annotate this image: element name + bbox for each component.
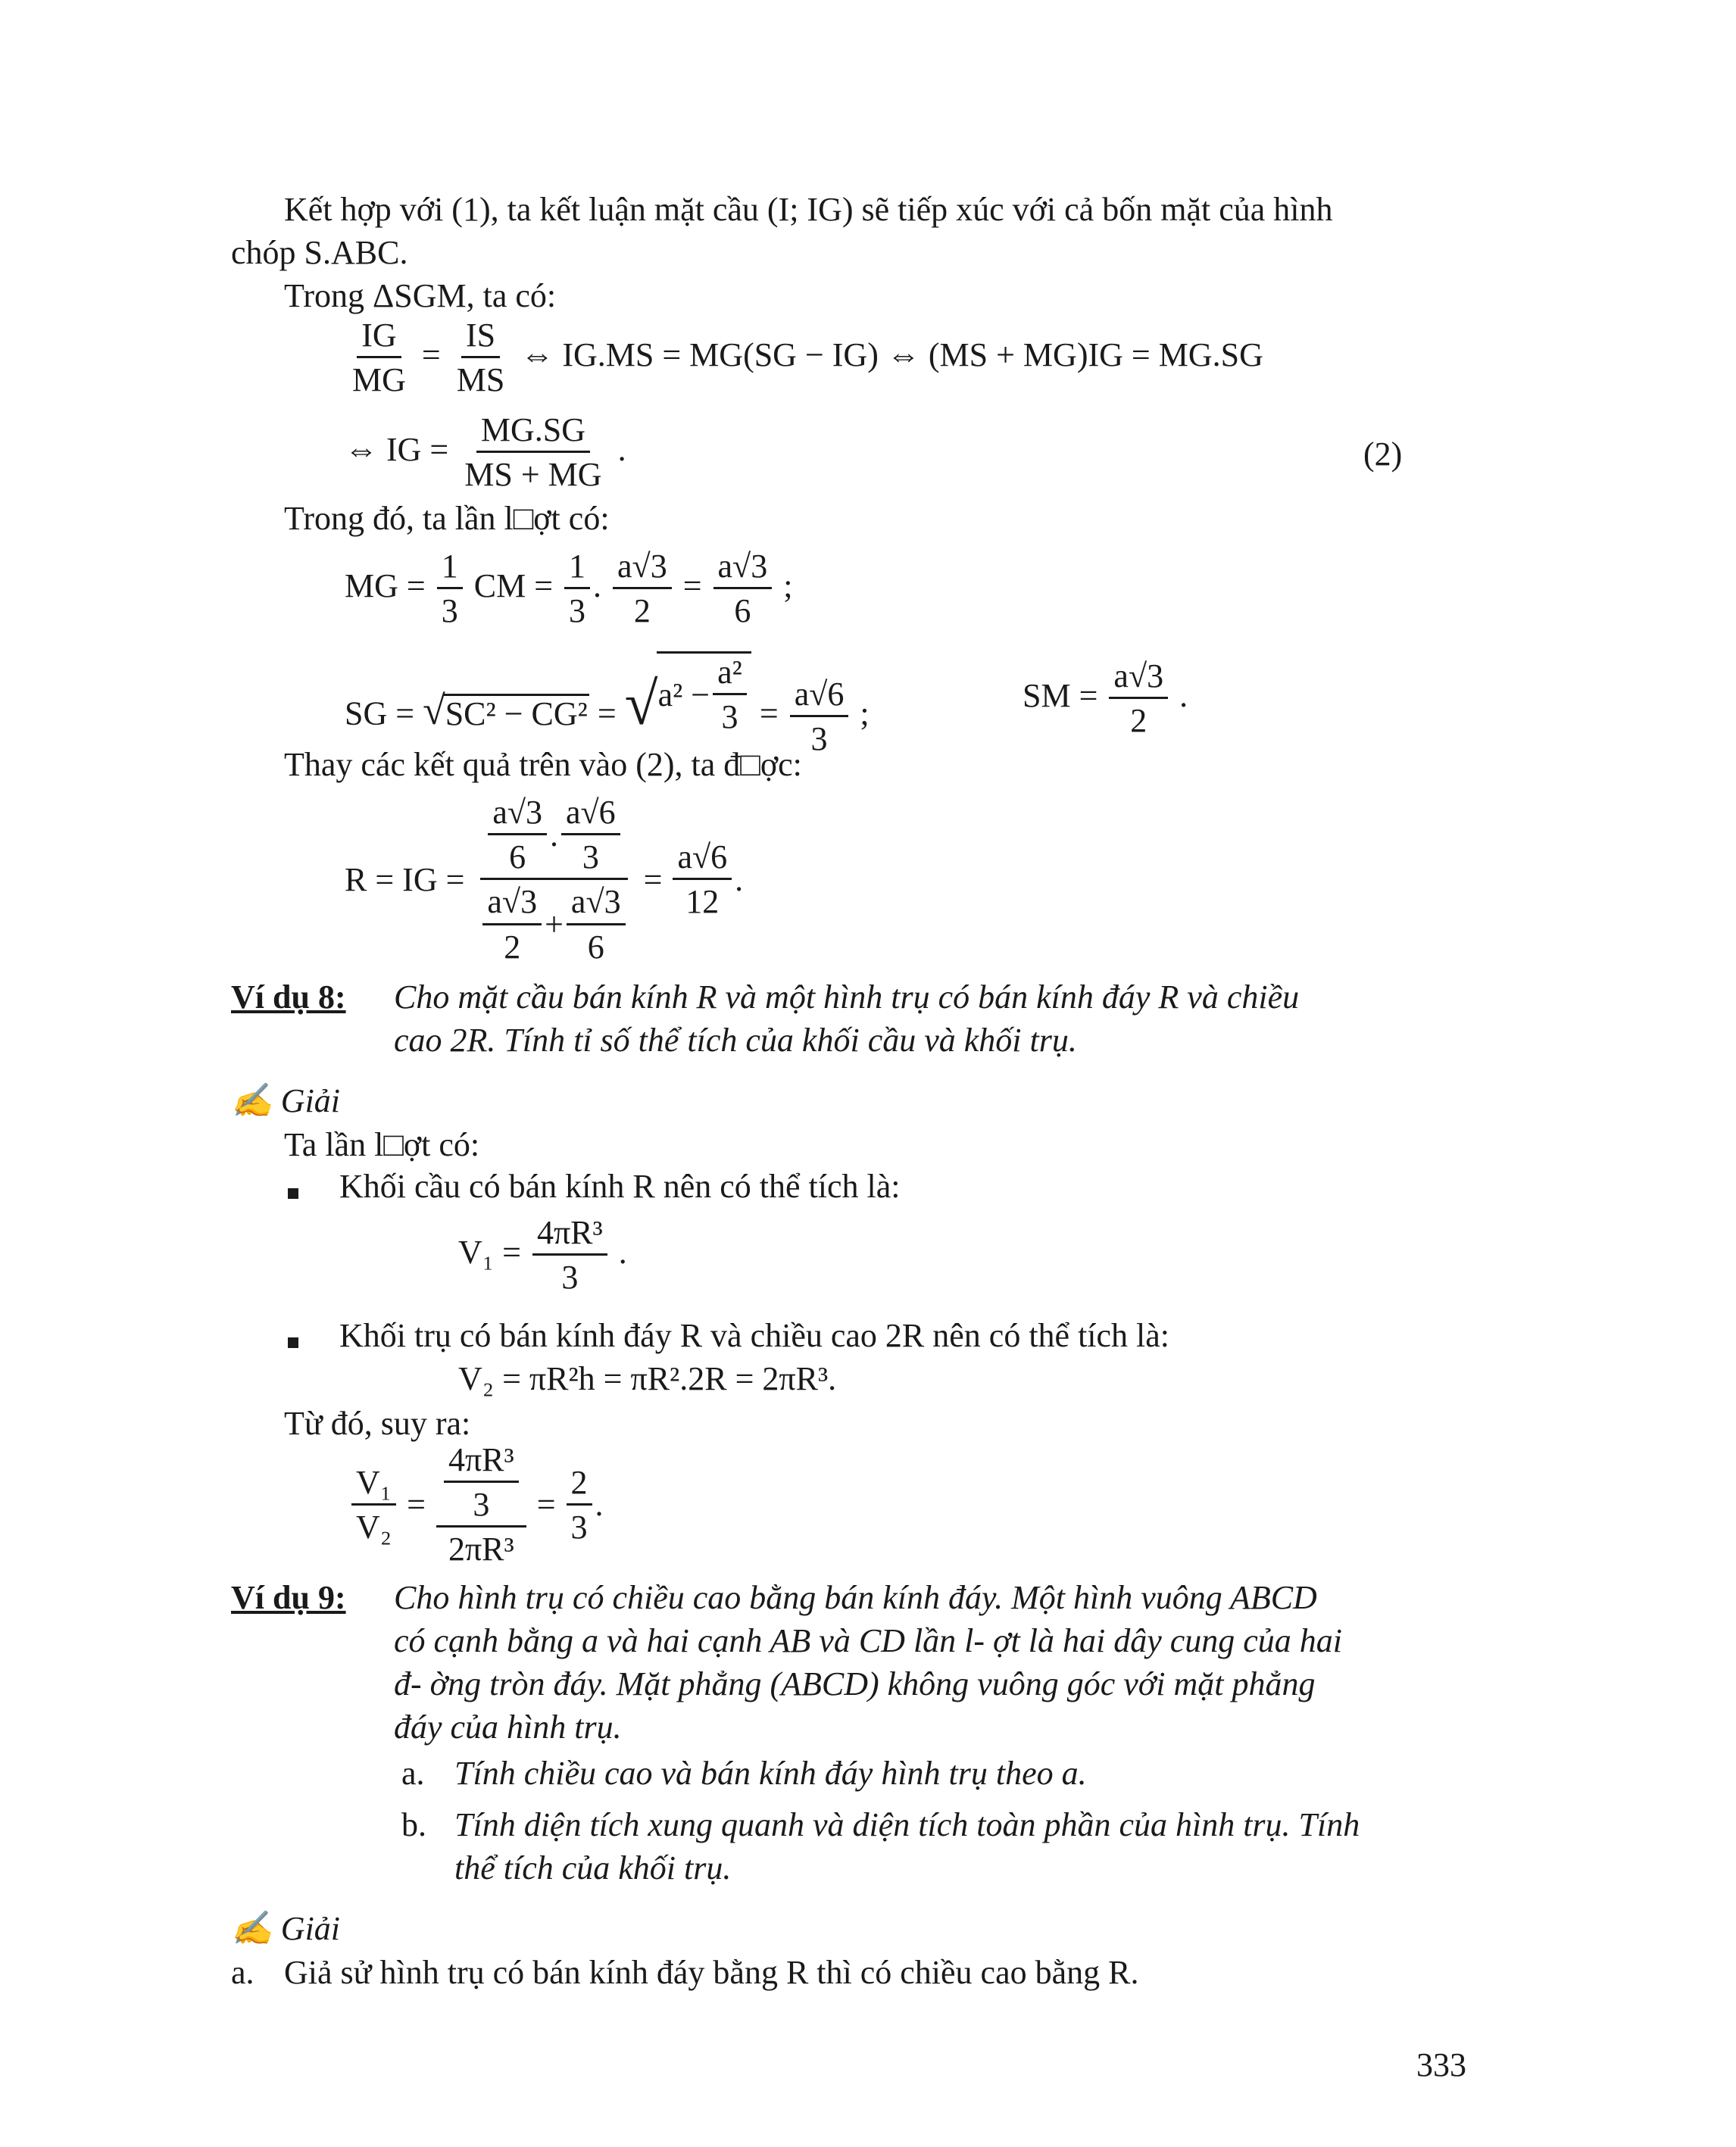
fraction (1109, 659, 1168, 738)
para-5: Từ đó, suy ra: (284, 1405, 471, 1442)
equals-sign: = (407, 1486, 426, 1524)
equation-lead: SG = (345, 694, 415, 732)
fraction (348, 318, 411, 398)
example-9-line-4: đáy của hình trụ. (394, 1709, 622, 1746)
bullet-2-text: Khối trụ có bán kính đáy R và chiều cao 2R nên có thể tích là: (339, 1317, 1170, 1354)
denominator: 2πR³ (448, 1531, 514, 1568)
item-a-text: Tính chiều cao và bán kính đáy hình trụ theo a. (454, 1755, 1087, 1792)
equation-tail: . (595, 1486, 604, 1524)
fraction (561, 795, 620, 875)
numerator: V₁ (351, 1465, 396, 1506)
fraction (790, 677, 849, 757)
numerator: 1 (564, 549, 590, 589)
equals-sign: = (759, 694, 779, 732)
solution-heading-text: Giải (280, 1082, 341, 1119)
fraction (532, 1215, 607, 1295)
equation-3 (345, 549, 792, 629)
bullet-1-text: Khối cầu có bán kính R nên có thể tích là: (339, 1168, 901, 1205)
denominator: 12 (685, 883, 720, 921)
equation-tail: ; (783, 566, 793, 604)
para-1-line-2: chóp S.ABC. (231, 234, 408, 271)
numerator: IG (357, 318, 401, 358)
item-b-line-1: Tính diện tích xung quanh và diện tích toàn phần của hình trụ. Tính (454, 1806, 1360, 1843)
denominator: MS (456, 361, 505, 399)
fraction (351, 1465, 396, 1545)
equation-tail: . (735, 860, 744, 898)
fraction (673, 840, 732, 919)
fraction (564, 549, 590, 629)
item-b-line-2: thể tích của khối trụ. (454, 1849, 732, 1886)
radical-sign-icon: √ (624, 671, 658, 738)
plus-sign: + (545, 905, 564, 943)
numerator: a√3 (713, 549, 773, 589)
numerator: a² (713, 655, 747, 695)
numerator: a√3 (613, 549, 672, 589)
numerator: a√6 (790, 677, 849, 717)
fraction (567, 885, 626, 964)
equation-sm (1023, 659, 1188, 738)
numerator: a√3 (1109, 659, 1168, 699)
numerator: a√6 (673, 840, 732, 880)
denominator: 2 (504, 928, 521, 966)
item-b-label: b. (401, 1806, 426, 1843)
pen-writing-icon: ✍ (231, 1082, 273, 1119)
example-8-line-2: cao 2R. Tính tỉ số thể tích của khối cầu và khối trụ. (394, 1022, 1077, 1059)
square-root (624, 651, 751, 738)
numerator: a√3 (567, 885, 626, 925)
equation-tail: ; (860, 694, 870, 732)
equation-lead: MG = (345, 566, 426, 604)
equation-tail: . (618, 1233, 627, 1271)
fraction (482, 885, 542, 964)
equation-v1 (458, 1215, 627, 1295)
equation-lead: SM = (1023, 676, 1098, 714)
multiply-dot: . (550, 816, 558, 853)
denominator: 2 (633, 592, 651, 630)
equation-2 (345, 413, 626, 492)
solution-heading-text: Giải (280, 1910, 341, 1947)
item-a-label: a. (401, 1755, 425, 1792)
solution-8-intro: Ta lần l□ợt có: (284, 1126, 480, 1163)
equation-rest: ⇔ IG.MS = MG(SG − IG) ⇔ (MS + MG)IG = MG.SG (520, 335, 1263, 373)
equation-lead: V₁ = (458, 1233, 521, 1271)
numerator: MG.SG (476, 413, 590, 453)
equation-1 (345, 318, 1263, 398)
radical-sign-icon: √ (423, 688, 445, 734)
radicand (657, 651, 751, 735)
fraction (567, 1465, 592, 1545)
equals-sign: = (682, 566, 702, 604)
equals-sign: = (597, 694, 617, 732)
denominator: 3 (582, 838, 599, 876)
para-1-line-1: Kết hợp với (1), ta kết luận mặt cầu (I; IG) sẽ tiếp xúc với cả bốn mặt của hình (284, 191, 1333, 228)
fraction (713, 549, 773, 629)
fraction (437, 549, 463, 629)
fraction (613, 549, 672, 629)
square-bullet-icon (288, 1323, 298, 1356)
equation-v2: V₂ = πR²h = πR².2R = 2πR³. (458, 1360, 837, 1397)
pen-writing-icon: ✍ (231, 1910, 273, 1947)
compound-numerator (480, 795, 627, 880)
denominator: 3 (561, 1259, 579, 1297)
fraction (713, 655, 747, 735)
example-9-label: Ví dụ 9: (231, 1579, 346, 1616)
solution-9-a-text: Giả sử hình trụ có bán kính đáy bằng R thì có chiều cao bằng R. (284, 1954, 1139, 1991)
denominator: MS + MG (464, 456, 602, 494)
para-4: Thay các kết quả trên vào (2), ta đ□ợc: (284, 746, 802, 783)
numerator: a√6 (561, 795, 620, 835)
para-3: Trong đó, ta lần l□ợt có: (284, 500, 610, 537)
example-8-label: Ví dụ 8: (231, 978, 346, 1016)
denominator: 2 (1130, 702, 1147, 740)
numerator: 4πR³ (444, 1443, 519, 1483)
numerator: 1 (437, 549, 463, 589)
example-9-line-1: Cho hình trụ có chiều cao bằng bán kính đáy. Một hình vuông ABCD (394, 1579, 1317, 1616)
denominator: 6 (509, 838, 526, 876)
solution-8-heading (231, 1084, 340, 1118)
fraction (488, 795, 547, 875)
compound-numerator (436, 1443, 526, 1528)
example-8-line-1: Cho mặt cầu bán kính R và một hình trụ có bán kính đáy R và chiều (394, 978, 1300, 1016)
square-root (423, 688, 589, 734)
equation-term: CM = (473, 566, 554, 604)
para-2: Trong ΔSGM, ta có: (284, 277, 557, 314)
equals-sign: = (643, 860, 663, 898)
equation-lead: ⇔ IG = (345, 430, 449, 468)
radicand-term: a² − (657, 676, 710, 713)
equation-ratio (348, 1443, 604, 1568)
solution-9-a-label: a. (231, 1954, 254, 1991)
denominator: V₂ (356, 1508, 392, 1546)
numerator: 2 (567, 1465, 592, 1506)
denominator: 3 (441, 592, 458, 630)
compound-fraction (436, 1443, 526, 1568)
denominator: 3 (473, 1486, 490, 1524)
multiply-dot: . (593, 566, 602, 604)
equals-sign: = (536, 1486, 556, 1524)
denominator: 3 (569, 592, 586, 630)
fraction (460, 413, 606, 492)
numerator: a√3 (482, 885, 542, 925)
fraction (452, 318, 510, 398)
numerator: 4πR³ (532, 1215, 607, 1256)
denominator: MG (352, 361, 406, 399)
example-9-line-2: có cạnh bằng a và hai cạnh AB và CD lần l- ợt là hai dây cung của hai (394, 1622, 1343, 1659)
equation-tag: (2) (1363, 435, 1403, 473)
fraction (444, 1443, 519, 1522)
radicand: SC² − CG² (445, 695, 588, 733)
equation-5 (345, 795, 743, 965)
page-number: 333 (1416, 2046, 1466, 2083)
compound-denominator (475, 880, 632, 964)
equation-lead: R = IG = (345, 860, 465, 898)
denominator: 3 (570, 1508, 588, 1546)
denominator: 3 (810, 719, 828, 757)
denominator: 6 (587, 928, 604, 966)
numerator: a√3 (488, 795, 547, 835)
solution-9-heading (231, 1912, 340, 1946)
example-9-line-3: đ- ờng tròn đáy. Mặt phẳng (ABCD) không vuông góc với mặt phẳng (394, 1665, 1316, 1702)
square-bullet-icon (288, 1174, 298, 1207)
equals-sign: = (421, 335, 441, 373)
numerator: IS (461, 318, 500, 358)
equation-tail: . (617, 430, 626, 468)
compound-fraction (475, 795, 632, 965)
denominator: 3 (721, 698, 738, 736)
denominator: 6 (734, 592, 751, 630)
equation-4 (345, 651, 870, 757)
equation-tail: . (1179, 676, 1188, 714)
